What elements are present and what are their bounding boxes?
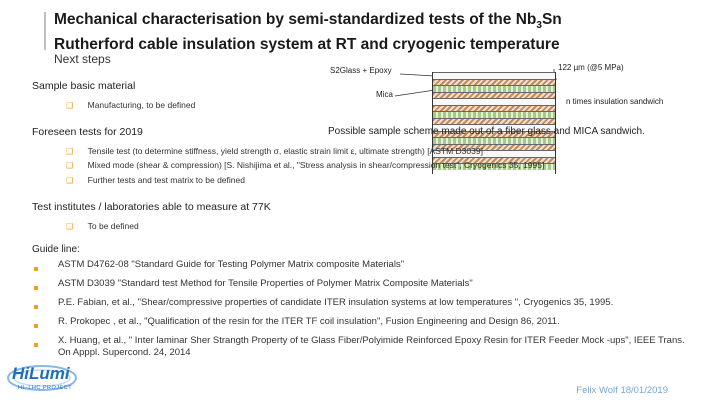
- diagram-label-glass: S2Glass + Epoxy: [330, 66, 392, 75]
- sample-heading: Sample basic material: [32, 80, 136, 92]
- institutes-item: ❑ To be defined: [66, 221, 139, 231]
- hilumi-logo: [4, 358, 84, 398]
- diagram-caption: Possible sample scheme made out of a fiber glass and MICA sandwich.: [328, 126, 645, 137]
- tests-item: ❑ Tensile test (to determine stiffness, yield strength σ, elastic strain limit ε, ultimate strength) [ASTM D3039]: [66, 146, 483, 156]
- square-bullet-icon: [34, 343, 38, 347]
- title-line-1: Mechanical characterisation by semi-standardized tests of the $Nb_3Sn$: [54, 11, 562, 32]
- footer-author-date: Felix Wolf 18/01/2019: [576, 385, 668, 396]
- title-accent-bar: [44, 12, 46, 50]
- guide-item: X. Huang, et al., " Inter laminar Sher Strangth Property of te Glass Fiber/Polyimide Reinforced Epoxy Resin for ITER Feeder Mock -ups", IEEE Trans. On Apppl. Supercond. 24, 2014: [34, 335, 694, 359]
- guide-item: ASTM D3039 "Standard test Method for Tensile Properties of Polymer Matrix Composite Materials": [34, 278, 694, 294]
- logo-subtext: HL-LHC PROJECT: [18, 385, 73, 391]
- sample-item: ❑ Manufacturing, to be defined: [66, 100, 196, 110]
- square-bullet-icon: [34, 267, 38, 271]
- square-bullet-icon: [34, 305, 38, 309]
- square-bullet-icon: [34, 286, 38, 290]
- square-bullet-icon: [34, 324, 38, 328]
- slide-title: [54, 10, 562, 54]
- diagram-label-mica: Mica: [376, 90, 393, 99]
- diagram-label-times: n times insulation sandwich: [566, 97, 664, 106]
- logo-text: HiLumi: [12, 364, 70, 383]
- checkbox-bullet-icon: ❑: [66, 147, 74, 156]
- tests-item: ❑ Further tests and test matrix to be defined: [66, 175, 245, 185]
- guide-item: P.E. Fabian, et al., "Shear/compressive properties of candidate ITER insulation systems at low temperatures ", Cryogenics 35, 1995.: [34, 297, 694, 313]
- checkbox-bullet-icon: ❑: [66, 176, 74, 185]
- guide-heading: Guide line:: [32, 244, 80, 255]
- title-line-2: Rutherford cable insulation system at RT and cryogenic temperature: [54, 36, 560, 54]
- tests-item: ❑ Mixed mode (shear & compression) [S. Nishijima et al., "Stress analysis in shear/compression test", Cryogenics 35, 1995]: [66, 160, 545, 170]
- diagram-label-thickness: 122 µm (@5 MPa): [558, 63, 624, 72]
- slide-subtitle: Next steps: [54, 52, 111, 66]
- institutes-heading: Test institutes / laboratories able to measure at 77K: [32, 201, 271, 213]
- checkbox-bullet-icon: ❑: [66, 222, 74, 231]
- guide-item: R. Prokopec , et al., "Qualification of the resin for the ITER TF coil insulation", Fusion Engineering and Design 86, 2011.: [34, 316, 694, 332]
- checkbox-bullet-icon: ❑: [66, 101, 74, 110]
- tests-heading: Foreseen tests for 2019: [32, 126, 143, 138]
- guide-list: [34, 259, 694, 359]
- guide-item: ASTM D4762-08 "Standard Guide for Testing Polymer Matrix composite Materials": [34, 259, 694, 275]
- checkbox-bullet-icon: ❑: [66, 161, 74, 170]
